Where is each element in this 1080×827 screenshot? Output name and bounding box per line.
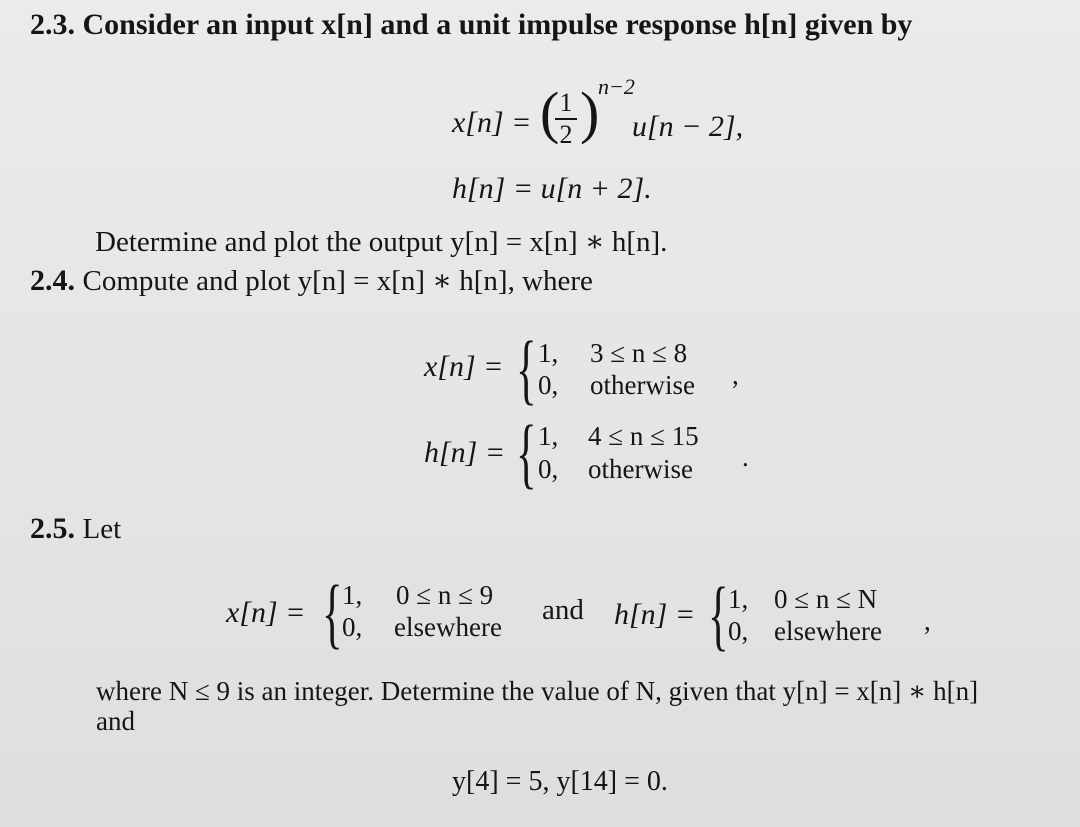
left-brace: {: [516, 409, 537, 496]
problem-2-4-heading: [30, 263, 593, 298]
left-brace: {: [708, 571, 729, 658]
final-condition: y[4] = 5, y[14] = 0.: [452, 766, 668, 797]
problem-number: 2.3.: [30, 8, 75, 41]
and-text: and: [542, 594, 584, 626]
problem-2-5-heading: [30, 512, 121, 546]
where-line-1: where N ≤ 9 is an integer. Determine the value of N, given that y[n] = x[n] ∗ h[n]: [96, 676, 979, 706]
eq-x-rhs: u[n − 2],: [632, 110, 744, 143]
fraction-denominator: 2: [559, 120, 573, 149]
right-paren: ): [580, 80, 600, 145]
x-case1-val: 1,: [538, 338, 559, 368]
h-lhs: h[n] =: [424, 436, 506, 469]
eq-h: h[n] = u[n + 2].: [452, 172, 652, 205]
x-case2-cond: elsewhere: [394, 612, 502, 642]
h-case2-cond: otherwise: [588, 454, 693, 484]
h-case2-val: 0,: [538, 454, 559, 484]
x-case1-cond: 0 ≤ n ≤ 9: [396, 580, 494, 610]
h-trailing-period: .: [742, 442, 749, 472]
fraction-numerator: 1: [559, 88, 573, 117]
x-case2-val: 0,: [538, 370, 559, 400]
left-brace: {: [516, 325, 537, 412]
h-trailing-comma: ,: [924, 606, 931, 636]
problem-text: Compute and plot y[n] = x[n] ∗ h[n], where: [82, 265, 593, 297]
x-case2-val: 0,: [342, 612, 363, 642]
x-case1-val: 1,: [342, 580, 363, 610]
problem-number: 2.5.: [30, 512, 75, 545]
left-paren: (: [540, 80, 560, 145]
eq-x-lhs: x[n] =: [452, 106, 532, 139]
left-brace: {: [322, 569, 343, 656]
x-trailing-comma: ,: [732, 360, 739, 390]
problem-number: 2.4.: [30, 264, 75, 297]
exponent: n−2: [598, 74, 635, 99]
determine-line: Determine and plot the output y[n] = x[n] ∗ h[n].: [95, 226, 668, 258]
h-case1-cond: 4 ≤ n ≤ 15: [588, 421, 699, 451]
where-line-2: and: [96, 706, 135, 736]
h-lhs: h[n] =: [614, 598, 696, 631]
x-lhs: x[n] =: [424, 350, 504, 383]
x-case2-cond: otherwise: [590, 370, 695, 400]
let-text: Let: [82, 513, 122, 545]
problem-2-3-heading: [30, 8, 912, 42]
x-lhs: x[n] =: [226, 596, 306, 629]
x-case1-cond: 3 ≤ n ≤ 8: [590, 338, 688, 368]
h-case2-val: 0,: [728, 616, 749, 646]
h-case1-val: 1,: [728, 584, 749, 614]
h-case2-cond: elsewhere: [774, 616, 882, 646]
h-case1-cond: 0 ≤ n ≤ N: [774, 584, 878, 614]
problem-text: Consider an input x[n] and a unit impulse response h[n] given by: [82, 8, 913, 41]
fraction-one-half: [555, 90, 577, 148]
h-case1-val: 1,: [538, 421, 559, 451]
